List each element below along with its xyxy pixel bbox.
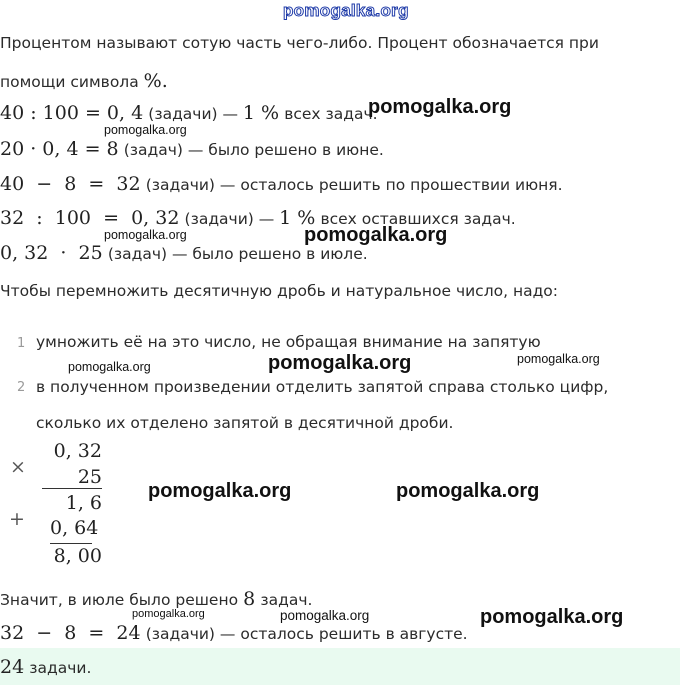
answer-box bbox=[0, 648, 680, 685]
step-1-text: (задачи) — bbox=[148, 105, 243, 123]
step-5-text: (задач) — было решено в июле. bbox=[107, 245, 368, 263]
step-2-text: (задач) — было решено в июне. bbox=[123, 141, 384, 159]
mult-row-3: 1, 6 bbox=[65, 492, 102, 514]
rule-intro: Чтобы перемножить десятичную дробь и натуральное число, надо: bbox=[0, 282, 558, 300]
step-1-percent: 1 % bbox=[242, 102, 280, 124]
watermark-small: pomogalka.org bbox=[517, 352, 600, 366]
august-calc bbox=[0, 622, 468, 644]
step-4-tail: всех оставшихся задач. bbox=[320, 210, 516, 228]
list-item-2-text: в полученном произведении отделить запятой справа столько цифр, bbox=[36, 378, 609, 396]
answer-num: 24 bbox=[0, 656, 25, 678]
intro-line-2 bbox=[0, 70, 168, 92]
mult-row-1: 0, 32 bbox=[53, 440, 102, 462]
step-3 bbox=[0, 173, 563, 195]
watermark-large: pomogalka.org bbox=[304, 224, 448, 246]
watermark-large: pomogalka.org bbox=[268, 352, 412, 374]
step-3-math: 40 − 8 = 32 bbox=[0, 173, 141, 195]
step-4-percent: 1 % bbox=[279, 207, 316, 229]
watermark-large: pomogalka.org bbox=[480, 606, 624, 628]
step-1-math: 40 : 100 = 0, 4 bbox=[0, 102, 144, 124]
mult-row-4 bbox=[50, 517, 99, 544]
step-1-tail: всех задач. bbox=[284, 105, 378, 123]
list-item-1-text: умножить её на это число, не обращая внимание на запятую bbox=[36, 333, 541, 351]
intro-line-1: Процентом называют сотую часть чего-либо. Процент обозначается при bbox=[0, 34, 599, 52]
step-2 bbox=[0, 138, 384, 160]
step-4-math: 32 : 100 = 0, 32 bbox=[0, 207, 180, 229]
watermark-large: pomogalka.org bbox=[368, 96, 512, 118]
answer-text: задачи. bbox=[29, 659, 92, 677]
conclusion-tail: задач. bbox=[260, 591, 313, 609]
august-calc-text: (задачи) — осталось решить в августе. bbox=[145, 625, 468, 643]
step-2-math: 20 · 0, 4 = 8 bbox=[0, 138, 119, 160]
step-1 bbox=[0, 102, 378, 124]
conclusion-text: Значит, в июле было решено bbox=[0, 591, 239, 609]
mult-row-2-value: 25 bbox=[77, 466, 102, 488]
list-item-1-number: 1 bbox=[17, 336, 26, 351]
august-calc-math: 32 − 8 = 24 bbox=[0, 622, 141, 644]
watermark-large: pomogalka.org bbox=[396, 480, 540, 502]
conclusion bbox=[0, 588, 312, 610]
watermark-small: pomogalka.org bbox=[280, 608, 370, 623]
conclusion-num: 8 bbox=[243, 588, 256, 610]
watermark-small: pomogalka.org bbox=[104, 123, 187, 137]
mult-row-5: 8, 00 bbox=[53, 545, 102, 567]
step-5-math: 0, 32 · 25 bbox=[0, 242, 103, 264]
watermark-small: pomogalka.org bbox=[68, 360, 151, 374]
list-item-2-continuation: сколько их отделено запятой в десятичной дроби. bbox=[36, 414, 454, 432]
site-watermark: pomogalka.org bbox=[283, 1, 409, 20]
intro-line-2-text: помощи символа bbox=[0, 73, 139, 91]
percent-symbol: %. bbox=[143, 70, 168, 92]
mult-row-4-value: 0, 64 bbox=[50, 517, 99, 539]
list-item-2-number: 2 bbox=[17, 380, 26, 395]
plus-sign: + bbox=[9, 508, 25, 530]
watermark-small: pomogalka.org bbox=[132, 608, 205, 620]
mult-row-2 bbox=[42, 466, 102, 489]
watermark-large: pomogalka.org bbox=[148, 480, 292, 502]
times-sign: × bbox=[10, 456, 26, 478]
step-3-text: (задачи) — осталось решить по прошествии июня. bbox=[145, 176, 563, 194]
watermark-small: pomogalka.org bbox=[104, 228, 187, 242]
step-4-text: (задачи) — bbox=[184, 210, 280, 228]
answer bbox=[0, 656, 91, 678]
